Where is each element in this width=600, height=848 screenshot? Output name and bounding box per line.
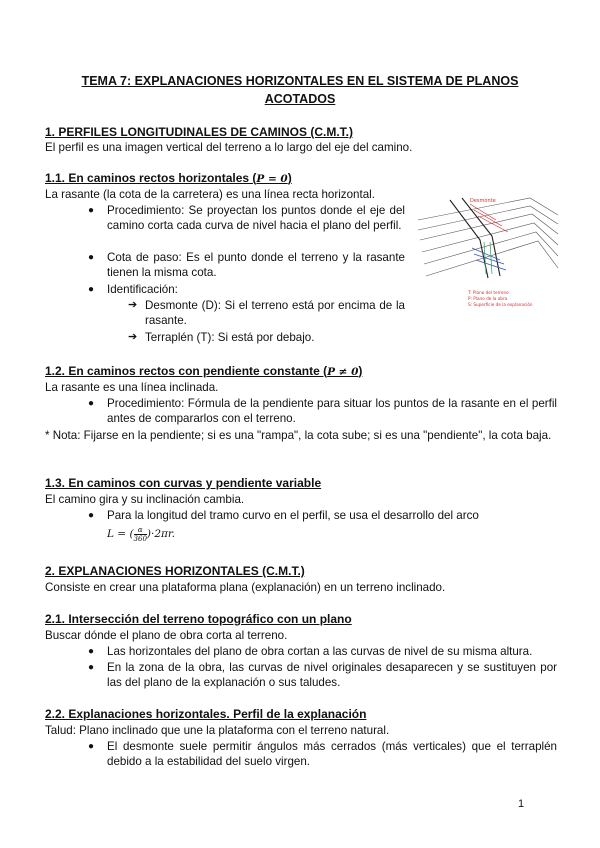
section-2-1-bullet-2: En la zona de la obra, las curvas de nivel originales desaparecen y se sustituyen por las del plano de la explanación o sus taludes. (107, 661, 557, 689)
section-1-1-heading (45, 171, 292, 187)
section-1-text: El perfil es una imagen vertical del terreno a lo largo del eje del camino. (45, 141, 413, 154)
bullet-icon: ● (88, 252, 95, 263)
bullet-icon: ● (88, 205, 95, 216)
section-1-1-bullet-1: Procedimiento: Se proyectan los puntos donde el eje del camino corta cada curva de nivel hacia el plano del perfil. (107, 204, 405, 232)
page-title: TEMA 7: EXPLANACIONES HORIZONTALES EN EL SISTEMA DE PLANOS ACOTADOS (81, 74, 519, 106)
section-1-3-bullet-1: Para la longitud del tramo curvo en el perfil, se usa el desarrollo del arco (107, 509, 479, 522)
section-2-1-heading: 2.1. Intersección del terreno topográfico con un plano (45, 612, 352, 626)
section-1-1-text: La rasante (la cota de la carretera) es una línea recta horizontal. (45, 188, 375, 201)
bullet-icon: ● (88, 510, 95, 521)
section-1-2-heading-end: ) (358, 364, 363, 378)
section-1-1-heading-math: P = 0 (256, 173, 288, 185)
arrow-icon: ➔ (128, 331, 138, 343)
section-1-2-bullet-1: Procedimiento: Fórmula de la pendiente para situar los puntos de la rasante en el perfil antes de compararlos con el terreno. (107, 397, 557, 425)
section-2-2-text: Talud: Plano inclinado que une la plataforma con el terreno natural. (45, 724, 390, 737)
section-2-heading: 2. EXPLANACIONES HORIZONTALES (C.M.T.) (45, 564, 305, 578)
section-1-2-heading (45, 364, 362, 380)
section-1-1-bullet-2: Cota de paso: Es el punto donde el terreno y la rasante tienen la misma cota. (107, 251, 405, 279)
section-1-2-note: * Nota: Fijarse en la pendiente; si es una "rampa", la cota sube; si es una "pendiente", la cota baja. (45, 429, 552, 442)
road-plan-figure (410, 190, 560, 315)
section-2-text: Consiste en crear una plataforma plana (explanación) en un terreno inclinado. (45, 581, 446, 594)
section-1-3-text: El camino gira y su inclinación cambia. (45, 493, 245, 506)
section-2-1-bullet-1: Las horizontales del plano de obra cortan a las curvas de nivel de su misma altura. (107, 645, 533, 658)
section-1-1-arrow-1: Desmonte (D): Si el terreno está por encima de la rasante. (145, 299, 405, 327)
bullet-icon: ● (88, 284, 95, 295)
section-1-1-arrow-2: Terraplén (T): Si está por debajo. (145, 331, 315, 344)
formula-rhs: )·2πr. (146, 528, 176, 540)
formula-denominator: 360 (133, 534, 147, 543)
section-1-3-heading: 1.3. En caminos con curvas y pendiente variable (45, 476, 322, 490)
bullet-icon: ● (88, 662, 95, 673)
section-2-1-text: Buscar dónde el plano de obra corta al terreno. (45, 629, 288, 642)
bullet-icon: ● (88, 398, 95, 409)
formula-fraction (134, 526, 147, 543)
section-1-2-heading-text: 1.2. En caminos rectos con pendiente constante ( (45, 364, 328, 378)
section-1-heading: 1. PERFILES LONGITUDINALES DE CAMINOS (C.M.T.) (45, 125, 354, 139)
contour-diagram-icon (410, 190, 560, 315)
figure-label-top: Desmonte (470, 198, 496, 204)
arrow-icon: ➔ (128, 299, 138, 311)
bullet-icon: ● (88, 741, 95, 752)
bullet-icon: ● (88, 646, 95, 657)
arc-length-formula (107, 524, 175, 544)
section-1-1-heading-text: 1.1. En caminos rectos horizontales ( (45, 171, 257, 185)
section-2-2-heading: 2.2. Explanaciones horizontales. Perfil de la explanación (45, 707, 367, 721)
section-1-2-heading-math: P ≠ 0 (327, 366, 359, 378)
section-1-1-bullet-3: Identificación: (107, 283, 178, 296)
figure-legend-1: T: Plano del terreno (468, 290, 509, 295)
section-2-2-bullet-1: El desmonte suele permitir ángulos más cerrados (más verticales) que el terraplén debido a la estabilidad del suelo virgen. (107, 740, 557, 768)
figure-legend-3: S: Superficie de la explanación (468, 302, 533, 307)
section-1-1-heading-end: ) (287, 171, 292, 185)
page-number: 1 (518, 798, 525, 810)
formula-lhs: L = ( (107, 528, 134, 540)
section-1-2-text: La rasante es una línea inclinada. (45, 381, 219, 394)
figure-legend-2: P: Plano de la obra (468, 296, 508, 301)
formula-numerator: α (134, 526, 147, 535)
